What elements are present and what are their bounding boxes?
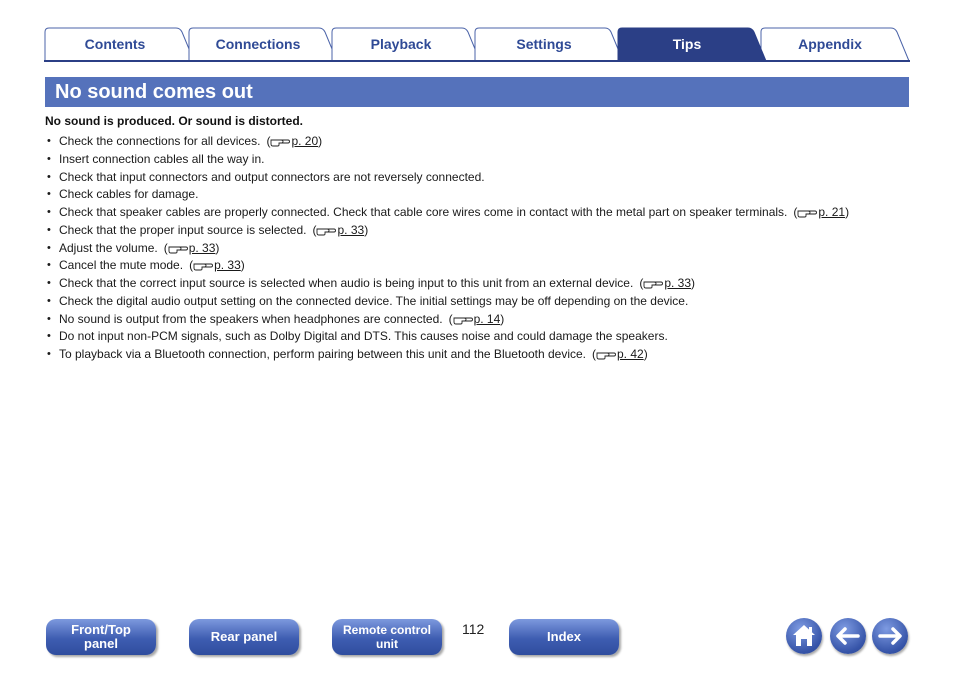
pointing-hand-icon bbox=[596, 349, 616, 360]
page-reference-link[interactable]: p. 42 bbox=[617, 347, 644, 361]
page-reference-link[interactable]: p. 33 bbox=[664, 276, 692, 290]
page-reference-link[interactable]: p. 21 bbox=[818, 205, 846, 219]
tab-appendix[interactable]: Appendix bbox=[798, 36, 862, 52]
rear-panel-label: Rear panel bbox=[210, 629, 278, 644]
page-reference-link[interactable]: p. 14 bbox=[473, 311, 501, 326]
rear-panel-button[interactable] bbox=[189, 619, 299, 655]
list-item bbox=[45, 186, 915, 204]
list-item bbox=[45, 257, 915, 275]
remote-control-unit-button[interactable] bbox=[332, 619, 442, 655]
troubleshooting-list bbox=[45, 133, 915, 364]
list-item-text: Check that speaker cables are properly connected. Check that cable core wires come in contact with the metal part on speaker terminals. bbox=[59, 205, 788, 219]
list-item-text: To playback via a Bluetooth connection, perform pairing between this unit and the Bluetooth device. bbox=[59, 347, 586, 361]
list-item-text: No sound is output from the speakers when headphones are connected. bbox=[59, 311, 443, 326]
index-button[interactable] bbox=[509, 619, 619, 655]
list-item bbox=[45, 222, 915, 240]
page-reference[interactable]: ( p. 33) bbox=[312, 222, 369, 237]
list-item bbox=[45, 204, 915, 222]
pointing-hand-icon bbox=[797, 207, 817, 218]
list-item bbox=[45, 240, 915, 258]
index-label: Index bbox=[547, 629, 581, 644]
remote-label-line1: Remote control bbox=[342, 623, 431, 637]
page-reference-link[interactable]: p. 33 bbox=[337, 222, 365, 237]
page-reference[interactable]: ( p. 33) bbox=[189, 258, 245, 273]
page-number: 112 bbox=[462, 621, 485, 637]
list-item bbox=[45, 151, 915, 169]
arrow-right-icon bbox=[872, 618, 908, 654]
pointing-hand-icon bbox=[270, 136, 290, 147]
tab-tips[interactable]: Tips bbox=[672, 36, 702, 52]
sub-heading: No sound is produced. Or sound is distorted. bbox=[45, 114, 304, 128]
list-item-text: Insert connection cables all the way in. bbox=[59, 151, 265, 166]
home-icon bbox=[786, 618, 822, 654]
list-item bbox=[45, 275, 915, 293]
tab-divider bbox=[44, 60, 910, 62]
pointing-hand-icon bbox=[168, 243, 188, 254]
page-reference[interactable]: ( p. 21) bbox=[793, 205, 850, 219]
list-item bbox=[45, 328, 915, 346]
page-reference[interactable]: ( p. 14) bbox=[448, 311, 505, 326]
tab-bar bbox=[44, 26, 910, 62]
list-item-text: Adjust the volume. bbox=[59, 240, 158, 255]
list-item-text: Check that input connectors and output connectors are not reversely connected. bbox=[59, 169, 485, 184]
tab-playback[interactable]: Playback bbox=[370, 36, 432, 52]
list-item bbox=[45, 346, 915, 364]
front-top-label-line1: Front/Top bbox=[71, 622, 131, 637]
list-item bbox=[45, 133, 915, 151]
list-item-text: Check the digital audio output setting on the connected device. The initial settings may be off depending on the device. bbox=[59, 293, 689, 308]
list-item bbox=[45, 293, 915, 311]
page-reference-link[interactable]: p. 33 bbox=[188, 240, 216, 255]
front-top-label-line2: panel bbox=[84, 636, 118, 651]
page-title: No sound comes out bbox=[55, 81, 253, 103]
remote-label-line2: unit bbox=[376, 637, 398, 651]
home-button[interactable] bbox=[786, 618, 822, 654]
page-reference[interactable]: ( p. 20) bbox=[266, 134, 323, 148]
page-reference[interactable]: ( p. 33) bbox=[639, 276, 696, 290]
page-reference[interactable]: ( p. 42) bbox=[592, 347, 648, 361]
tab-settings[interactable]: Settings bbox=[516, 36, 572, 52]
list-item-text: Check that the proper input source is selected. bbox=[59, 222, 307, 237]
tab-connections[interactable]: Connections bbox=[215, 36, 301, 52]
list-item bbox=[45, 311, 915, 329]
front-top-panel-button[interactable] bbox=[46, 619, 156, 655]
page-reference-link[interactable]: p. 33 bbox=[214, 258, 241, 273]
pointing-hand-icon bbox=[643, 278, 663, 289]
forward-button[interactable] bbox=[872, 618, 908, 654]
tab-contents[interactable]: Contents bbox=[84, 36, 146, 52]
page-reference-link[interactable]: p. 20 bbox=[291, 134, 319, 148]
list-item-text: Check cables for damage. bbox=[59, 187, 199, 202]
pointing-hand-icon bbox=[316, 225, 336, 236]
arrow-left-icon bbox=[830, 618, 866, 654]
pointing-hand-icon bbox=[193, 260, 213, 271]
back-button[interactable] bbox=[830, 618, 866, 654]
list-item-text: Check the connections for all devices. bbox=[59, 134, 261, 148]
list-item-text: Cancel the mute mode. bbox=[59, 258, 184, 273]
list-item-text: Do not input non-PCM signals, such as Dolby Digital and DTS. This causes noise and could damage the speakers. bbox=[59, 329, 668, 344]
section-heading-bar bbox=[45, 77, 909, 107]
list-item-text: Check that the correct input source is selected when audio is being input to this unit from an external device. bbox=[59, 276, 634, 290]
page-reference[interactable]: ( p. 33) bbox=[163, 240, 220, 255]
list-item bbox=[45, 169, 915, 187]
pointing-hand-icon bbox=[453, 314, 473, 325]
